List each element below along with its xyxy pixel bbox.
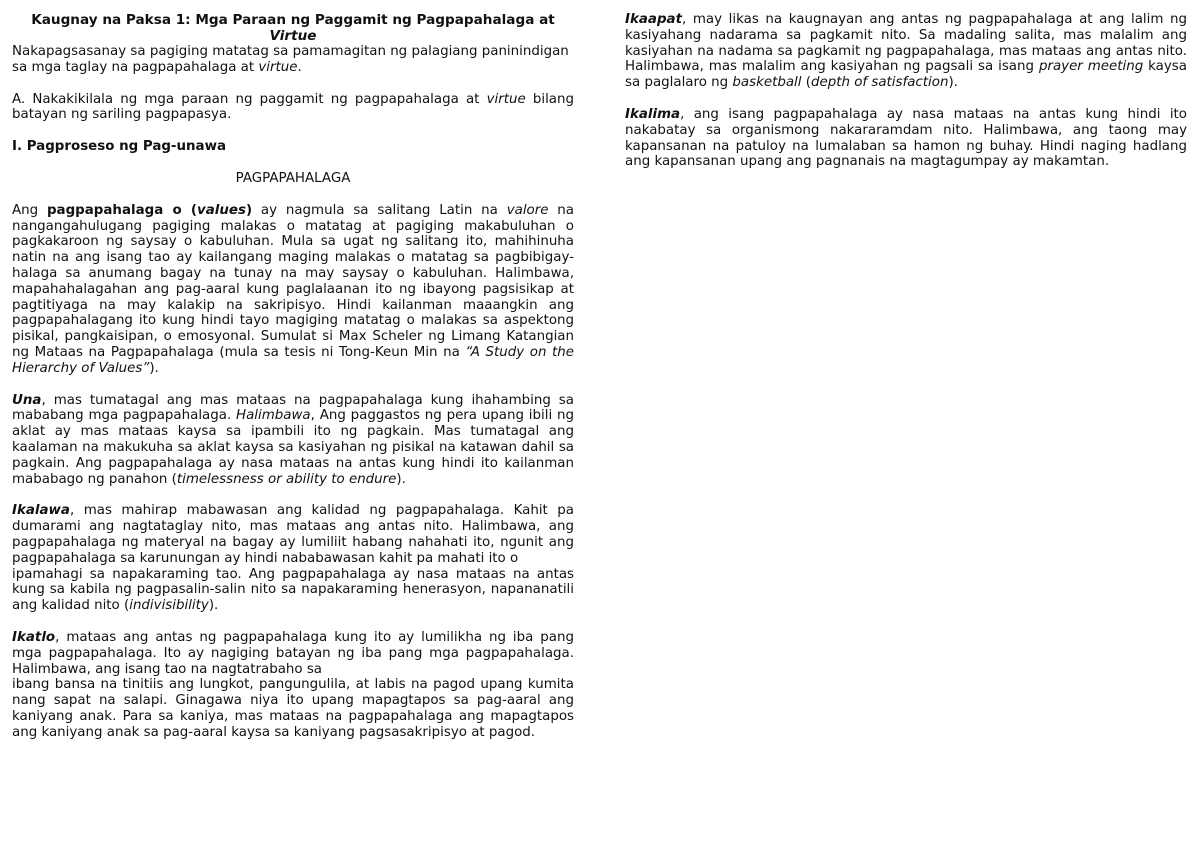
- ikatlo-paragraph: [12, 630, 574, 677]
- ikalima-paragraph: [625, 107, 1187, 170]
- ikalawa-text-3: ).: [208, 598, 219, 614]
- definition-term-close: ): [245, 202, 253, 218]
- ikatlo-label: Ikatlo: [12, 629, 56, 645]
- ikalima-label: Ikalima: [625, 106, 681, 122]
- una-halimbawa: Halimbawa: [236, 408, 311, 424]
- section-heading: I. Pagproseso ng Pag-unawa: [12, 139, 227, 155]
- definition-paragraph: [12, 203, 574, 377]
- una-text-1: , mas tumatagal ang mas mataas na pagpapahalaga kung ihahambing sa mababang mga pagpapahalaga.: [12, 392, 574, 424]
- definition-lead: Ang: [12, 202, 47, 218]
- definition-term-italic: values: [197, 202, 246, 218]
- left-column: [12, 12, 574, 740]
- intro-paragraph: [12, 44, 574, 76]
- ikaapat-label: Ikaapat: [625, 12, 682, 27]
- ikalawa-text-1: , mas mahirap mabawasan ang kalidad ng pagpapahalaga. Kahit pa dumarami ang nagtataglay nito, mas mataas ang antas nito. Halimbawa, ang pagpapahalaga ng materyal na bagay ay lumiliit habang nahahati ito, ngunit ang pagpapahalaga sa karunungan ay hindi nababawasan kahit pa mahati ito o: [12, 503, 574, 566]
- intro-end: .: [297, 59, 302, 75]
- title-line-1: Kaugnay na Paksa 1: Mga Paraan ng Paggamit ng Pagpapahalaga at: [31, 12, 555, 28]
- una-paragraph: [12, 393, 574, 488]
- ikaapat-paragraph: [625, 12, 1187, 91]
- definition-valore: valore: [506, 202, 549, 218]
- ikalawa-label: Ikalawa: [12, 503, 70, 519]
- definition-text-1: ay nagmula sa salitang Latin na: [252, 202, 507, 218]
- definition-thesis: “A Study on the Hierarchy of Values”: [12, 344, 574, 376]
- ikatlo-paragraph-cont: [12, 677, 574, 740]
- ikalawa-text-2: ipamahagi sa napakaraming tao. Ang pagpapahalaga ay nasa mataas na antas kung sa kabila ng pagpasalin-salin nito sa napakaraming henerasyon, napananatili ang kalidad nito (: [12, 566, 574, 614]
- ikalawa-term: indivisibility: [129, 598, 209, 614]
- objective-text: A. Nakakikilala ng mga paraan ng paggamit ng pagpapahalaga at: [12, 91, 487, 107]
- una-text-3: ).: [396, 471, 406, 487]
- ikatlo-text-2: ibang bansa na tinitiis ang lungkot, pangungulila, at labis na pagod upang kumita nang sapat na salapi. Ginagawa niya ito upang mapagtapos sa pag-aaral ang kaniyang anak. Para sa kaniya, mas mataas na pagpapahalaga ang mapagtapos ang kaniyang anak sa pag-aaral kaysa sa kaniyang pagsasakripisyo at pagod.: [12, 677, 574, 740]
- ikalawa-paragraph-cont: [12, 567, 574, 614]
- objective-rest: bilang batayan ng sariling pagpapasya.: [12, 91, 575, 123]
- title-line-2: Virtue: [269, 28, 317, 44]
- definition-term-text: pagpapahalaga o (: [46, 202, 198, 218]
- ikalawa-paragraph: [12, 503, 574, 566]
- ikalima-text-1: , ang isang pagpapahalaga ay nasa mataas na antas kung hindi ito nakabatay sa organismong nakararamdam nito. Halimbawa, ang taong may kapansanan na patuloy na lumalaban sa hamon ng buhay. Hindi naging hadlang ang kapansanan upang ang pagnanais na magtagumpay ay makamtan.: [625, 106, 1187, 170]
- ikaapat-text-4: ).: [948, 75, 958, 91]
- intro-text: Nakapagsasanay sa pagiging matatag sa pamamagitan ng palagiang paninindigan sa mga taglay na pagpapahalaga at: [12, 44, 569, 75]
- ikaapat-text-2: kaysa sa paglalaro ng: [625, 59, 1187, 91]
- objective-virtue: virtue: [486, 91, 526, 107]
- right-column: [625, 12, 1187, 170]
- page-title: [12, 12, 574, 44]
- center-heading: PAGPAPAHALAGA: [235, 170, 351, 186]
- definition-term: [47, 203, 252, 218]
- definition-text-3: ).: [149, 360, 159, 376]
- ikatlo-text-1: , mataas ang antas ng pagpapahalaga kung ito ay lumilikha ng iba pang mga pagpapahalaga. Ito ay nagiging batayan ng iba pang mga pagpapahalaga. Halimbawa, ang isang tao na nagtatrabaho sa: [12, 629, 574, 677]
- una-label: Una: [12, 392, 42, 408]
- una-term: timelessness or ability to endure: [176, 471, 397, 487]
- ikaapat-term: depth of satisfaction: [810, 75, 949, 91]
- ikaapat-text-3: (: [801, 75, 811, 91]
- objective-paragraph: [12, 92, 574, 124]
- ikaapat-prayer-meeting: prayer meeting: [1038, 59, 1144, 75]
- una-text-2: , Ang paggastos ng pera upang ibili ng aklat ay mas mataas kaysa sa ipambili ito ng pagkain. Mas tumatagal ang kaalaman na makukuha sa aklat kaysa sa kasiyahan ng pisikal na katawan dahil sa pagkain. Ang pagpapahalaga ay nasa mataas na antas kung hindi ito kailanman mababago ng panahon (: [12, 408, 574, 487]
- ikaapat-basketball: basketball: [732, 75, 802, 91]
- ikaapat-text-1: , may likas na kaugnayan ang antas ng pagpapahalaga at ang lalim ng kasiyahang nadarama sa pagkamit nito. Sa madaling salita, mas malalim ang kasiyahan na nadama sa pagkamit ng pagpapahalaga, mas mataas ang antas nito. Halimbawa, mas malalim ang kasiyahan ng pagsali sa isang: [625, 12, 1187, 75]
- definition-text-2: na nangangahulugang pagiging malakas o matatag at pagiging makabuluhan o pagkakaroon ng saysay o kabuluhan. Mula sa ugat ng salitang ito, mahihinuha natin na ang isang tao ay kailangang maging malakas o matatag sa pagbibigay-halaga sa anumang bagay na tunay na may saysay o kabuluhan. Halimbawa, mapahahalagahan ang pag-aaral kung paglalaanan ito ng ibayong pagsisikap at pagtitiyaga na may kalakip na sakripisyo. Hindi kailanman maaangkin ang pagpapahalagang ito kung hindi tayo magiging matatag o malakas sa aspektong pisikal, pangkaisipan, o emosyonal. Sumulat si Max Scheler ng Limang Katangian ng Mataas na Pagpapahalaga (mula sa tesis ni Tong-Keun Min na: [12, 202, 574, 360]
- intro-virtue: virtue: [258, 59, 298, 75]
